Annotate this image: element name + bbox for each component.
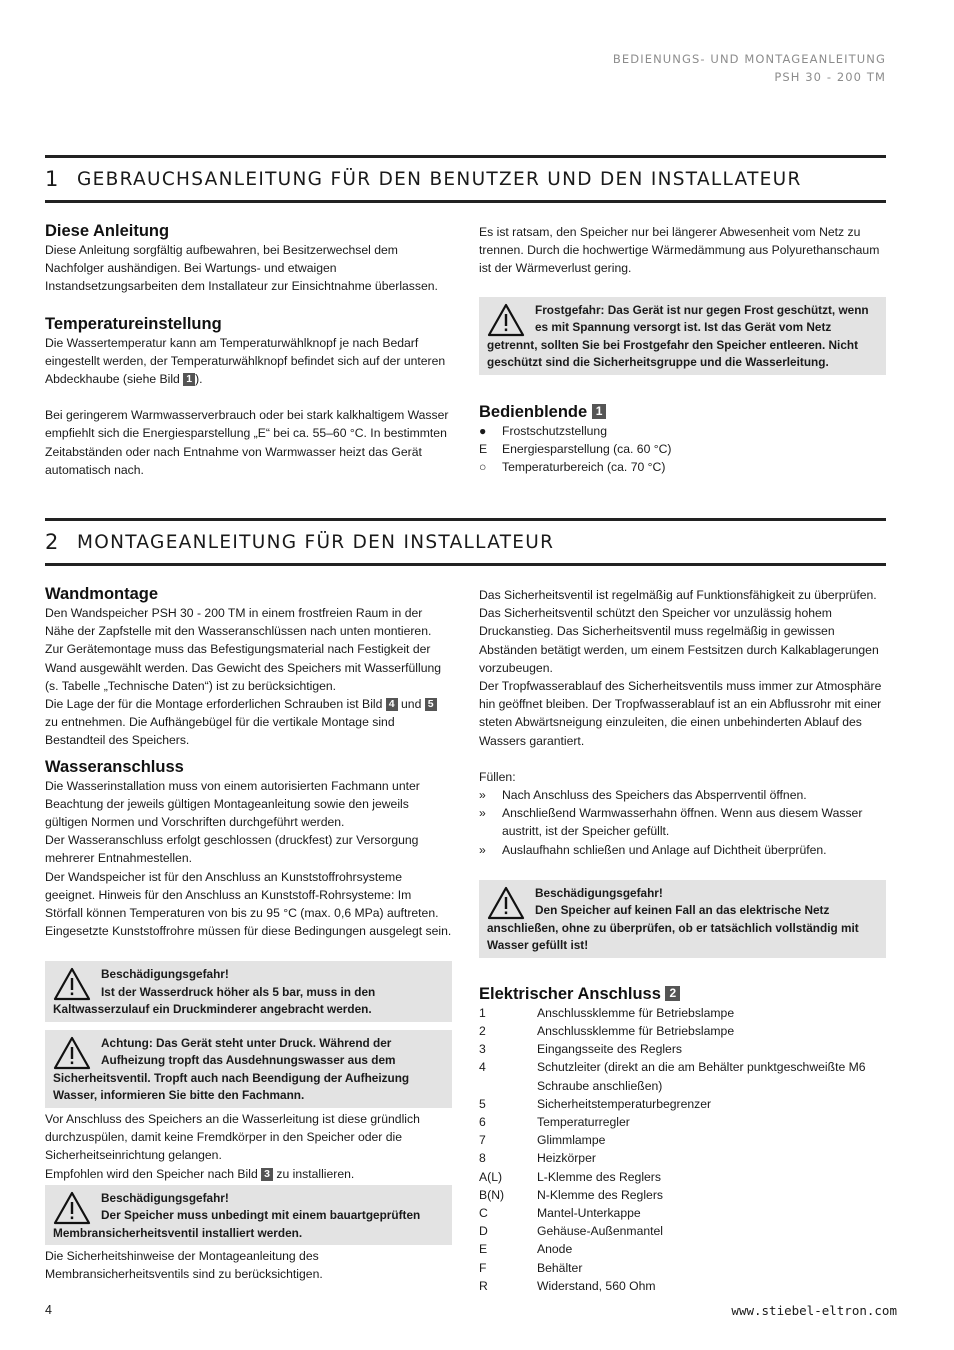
list-item	[479, 1131, 886, 1149]
list-item	[479, 458, 886, 476]
list-item-label: Schutzleiter (direkt an die am Behälter punktgeschweißte M6 Schraube anschließen)	[537, 1060, 866, 1093]
section-number: 2	[45, 530, 59, 554]
paragraph: Bei geringerem Warmwasserverbrauch oder bei stark kalkhaltigem Wasser empfiehlt sich die Energiesparstellung „E“ bei ca. 55–60 °C. In bestimmten Zeitabständen oder nach Entnahme von Warmwasser heizt das Gerät automatisch nach.	[45, 408, 449, 477]
text: Die Lage der für die Montage erforderlichen Schrauben ist Bild	[45, 697, 386, 712]
warning-triangle-icon	[53, 1191, 91, 1225]
section-2-right-column	[479, 586, 886, 1295]
list-item-marker: 4	[479, 1060, 486, 1075]
text: Die Wassertemperatur kann am Temperaturwählknopf je nach Bedarf eingestellt werden, der Temperaturwählknopf befindet sich auf der unteren Abdeckhaube (siehe Bild	[45, 335, 446, 387]
paragraph: Der Wasseranschluss erfolgt geschlossen (druckfest) zur Versorgung mehrerer Entnahmestellen.	[45, 833, 419, 866]
list-item-marker: ○	[479, 460, 487, 475]
list-item-marker: C	[479, 1206, 488, 1221]
list-item	[479, 1259, 886, 1277]
paragraph: Den Wandspeicher PSH 30 - 200 TM in einem frostfreien Raum in der Nähe der Zapfstelle mit den Wasseranschlüssen nach unten montieren. Zur Gerätemontage muss das Befestigungsmaterial nach Festigkeit der Wand ausgewählt werden. Das Gewicht des Speichers mit Wasserfüllung (s. Tabelle „Technische Daten“) ist zu berücksichtigen.	[45, 606, 442, 693]
list-item-label: Anschließend Warmwasserhahn öffnen. Wenn aus diesem Wasser austritt, ist der Speicher gefüllt.	[502, 806, 863, 839]
paragraph: Das Sicherheitsventil ist regelmäßig auf Funktionsfähigkeit zu überprüfen. Das Sicherheitsventil schützt den Speicher vor unzulässig hohem Druckanstieg. Das Sicherheitsventil muss regelmäßig in gewissen Abständen betätigt werden, um einem Festsitzen durch Kalkablagerungen vorzubeugen.	[479, 588, 879, 675]
section-1-heading	[45, 155, 886, 203]
list-item-label: Auslaufhahn schließen und Anlage auf Dichtheit überprüfen.	[502, 842, 827, 857]
paragraph: Es ist ratsam, den Speicher nur bei längerer Abwesenheit vom Netz zu trennen. Durch die hochwertige Wärmedämmung aus Polyurethanschaum ist der Wärmeverlust gering.	[479, 225, 880, 276]
list-item-label: Temperaturbereich (ca. 70 °C)	[502, 460, 666, 475]
figure-ref: 1	[592, 404, 607, 419]
warning-text: Frostgefahr: Das Gerät ist nur gegen Frost geschützt, wenn es mit Spannung versorgt ist. Ist das Gerät vom Netz getrennt, sollten Sie bei Frostgefahr den Speicher entleeren. Nicht geschützt sind die Sicherheitsgruppe und die Wasserleitung.	[487, 302, 869, 370]
list-item-marker: A(L)	[479, 1169, 503, 1184]
list-item-marker: 1	[479, 1005, 486, 1020]
warning-box	[479, 297, 886, 375]
paragraph	[45, 695, 452, 750]
warning-box	[479, 880, 886, 958]
list-item-label: Mantel-Unterkappe	[537, 1206, 641, 1221]
heading-wandmontage: Wandmontage	[45, 585, 159, 603]
list-item-marker: »	[479, 806, 486, 821]
text: Elektrischer Anschluss	[479, 984, 661, 1003]
list-item	[479, 841, 886, 859]
list-item	[479, 1058, 886, 1094]
list-item-label: Eingangsseite des Reglers	[537, 1042, 682, 1057]
list-item-label: Energiesparstellung (ca. 60 °C)	[502, 441, 672, 456]
text: und	[397, 697, 425, 712]
warning-triangle-icon	[487, 303, 525, 337]
elektrischer-anschluss-legend	[479, 1004, 886, 1295]
list-item	[479, 1186, 886, 1204]
list-item-marker: E	[479, 441, 488, 456]
section-2-heading	[45, 518, 886, 566]
text: ).	[195, 372, 203, 387]
warning-title: Beschädigungsgefahr!	[535, 885, 663, 900]
list-item	[479, 440, 886, 458]
heading-temperatureinstellung: Temperatureinstellung	[45, 314, 222, 333]
list-item	[479, 1113, 886, 1131]
list-item	[479, 422, 886, 440]
list-item-marker: 8	[479, 1151, 486, 1166]
figure-ref: 5	[425, 698, 437, 711]
list-item-marker: E	[479, 1242, 488, 1257]
list-item	[479, 1095, 886, 1113]
warning-box	[45, 1030, 452, 1108]
list-item-marker: 2	[479, 1024, 486, 1039]
list-item	[479, 1240, 886, 1258]
heading-bedienblende	[479, 402, 886, 422]
figure-ref: 2	[665, 986, 680, 1001]
section-title: GEBRAUCHSANLEITUNG FÜR DEN BENUTZER UND DEN INSTALLATEUR	[77, 168, 802, 190]
paragraph: Vor Anschluss des Speichers an die Wasserleitung ist diese gründlich durchzuspülen, damit keine Fremdkörper in den Speicher oder die Sicherheitseinrichtung gelangen.	[45, 1111, 420, 1163]
warning-triangle-icon	[53, 967, 91, 1001]
list-item-label: Glimmlampe	[537, 1133, 606, 1148]
header-title: BEDIENUNGS- UND MONTAGEANLEITUNG	[612, 52, 886, 66]
warning-triangle-icon	[487, 886, 525, 920]
list-item-marker: 7	[479, 1133, 486, 1148]
paragraph	[45, 334, 452, 389]
text: Empfohlen wird den Speicher nach Bild	[45, 1166, 262, 1181]
heading-diese-anleitung: Diese Anleitung	[45, 222, 170, 240]
list-item	[479, 1204, 886, 1222]
list-item	[479, 1040, 886, 1058]
document-header	[613, 50, 886, 86]
warning-text: Ist der Wasserdruck höher als 5 bar, muss in den Kaltwasserzulauf ein Druckminderer angebracht werden.	[53, 984, 376, 1017]
warning-box	[45, 1185, 452, 1246]
list-item-label: Nach Anschluss des Speichers das Absperrventil öffnen.	[502, 788, 807, 803]
list-item	[479, 1004, 886, 1022]
warning-title: Beschädigungsgefahr!	[101, 967, 229, 982]
list-item	[479, 1168, 886, 1186]
paragraph: Der Wandspeicher ist für den Anschluss an Kunststoffrohrsysteme geeignet. Hinweis für den Anschluss an Kunststoff-Rohrsysteme: Im Störfall können Temperaturen von bis zu 95 °C (max. 0,6 MPa) auftreten. Eingesetzte Kunststoffrohre müssen für diese Bedingungen ausgelegt sein.	[45, 869, 452, 939]
fuellen-list	[479, 786, 886, 859]
figure-ref: 4	[386, 698, 398, 711]
list-item	[479, 804, 886, 840]
list-item-marker: 6	[479, 1115, 486, 1130]
page-number: 4	[45, 1303, 52, 1317]
text: Bedienblende	[479, 402, 588, 421]
list-item-marker: 3	[479, 1042, 486, 1057]
list-item-marker: »	[479, 842, 486, 857]
section-1-right-column	[479, 223, 886, 476]
fuellen-label: Füllen:	[479, 769, 516, 784]
text: zu entnehmen. Die Aufhängebügel für die vertikale Montage sind Bestandteil des Speichers.	[45, 715, 395, 748]
figure-ref: 3	[261, 1168, 273, 1181]
list-item	[479, 1022, 886, 1040]
list-item	[479, 786, 886, 804]
list-item-label: Anschlussklemme für Betriebslampe	[537, 1024, 735, 1039]
paragraph: Die Wasserinstallation muss von einem autorisierten Fachmann unter Beachtung der jeweils gültigen Montageanleitung sowie den jeweils gültigen Normen und Vorschriften durchgeführt werden.	[45, 778, 420, 830]
warning-text: Der Speicher muss unbedingt mit einem bauartgeprüften Membransicherheitsventil installiert werden.	[53, 1208, 421, 1240]
heading-wasseranschluss: Wasseranschluss	[45, 757, 184, 776]
header-model: PSH 30 - 200 TM	[774, 70, 886, 84]
bedienblende-list	[479, 422, 886, 477]
list-item-label: Anschlussklemme für Betriebslampe	[537, 1005, 735, 1020]
list-item-marker: F	[479, 1260, 487, 1275]
list-item	[479, 1277, 886, 1295]
list-item	[479, 1149, 886, 1167]
list-item-marker: R	[479, 1278, 488, 1293]
paragraph: Die Sicherheitshinweise der Montageanleitung des Membransicherheitsventils sind zu berücksichtigen.	[45, 1249, 323, 1282]
footer-url: www.stiebel-eltron.com	[731, 1303, 897, 1318]
section-1-left-column	[45, 221, 452, 479]
list-item-marker: B(N)	[479, 1187, 505, 1202]
section-number: 1	[45, 167, 59, 191]
warning-triangle-icon	[53, 1036, 91, 1070]
list-item-label: Widerstand, 560 Ohm	[537, 1278, 656, 1293]
section-title: MONTAGEANLEITUNG FÜR DEN INSTALLATEUR	[77, 531, 555, 553]
list-item-label: Temperaturregler	[537, 1115, 630, 1130]
list-item-label: Behälter	[537, 1260, 583, 1275]
list-item-label: Gehäuse-Außenmantel	[537, 1224, 664, 1239]
list-item-label: Sicherheitstemperaturbegrenzer	[537, 1096, 712, 1111]
warning-title: Beschädigungsgefahr!	[101, 1190, 229, 1205]
heading-elektrischer-anschluss	[479, 984, 886, 1004]
list-item-label: N-Klemme des Reglers	[537, 1187, 663, 1202]
paragraph	[45, 1165, 452, 1183]
text: zu installieren.	[272, 1166, 355, 1181]
list-item-label: Heizkörper	[537, 1151, 596, 1166]
section-2-left-column	[45, 584, 452, 1284]
list-item-marker: »	[479, 788, 486, 803]
list-item-label: Anode	[537, 1242, 573, 1257]
list-item-marker: 5	[479, 1096, 486, 1111]
warning-text: Den Speicher auf keinen Fall an das elektrische Netz anschließen, ohne zu überprüfen, ob er tatsächlich vollständig mit Wasser gefüllt ist!	[487, 903, 859, 953]
paragraph: Der Tropfwasserablauf des Sicherheitsventils muss immer zur Atmosphäre hin geöffnet bleiben. Der Tropfwasserablauf ist an ein Abflussrohr mit einer steten Abwärtsneigung einzuleiten, die einen unbehinderten Ablauf des Wassers garantiert.	[479, 679, 882, 748]
figure-ref: 1	[183, 373, 195, 386]
list-item-label: L-Klemme des Reglers	[537, 1169, 661, 1184]
warning-text: Achtung: Das Gerät steht unter Druck. Während der Aufheizung tropft das Ausdehnungswasser aus dem Sicherheitsventil. Tropft auch nach Beendigung der Aufheizung Wasser, informieren Sie bitte den Fachmann.	[53, 1035, 410, 1103]
list-item-marker: D	[479, 1224, 488, 1239]
list-item	[479, 1222, 886, 1240]
warning-box	[45, 961, 452, 1022]
list-item-marker: ●	[479, 423, 487, 438]
list-item-label: Frostschutzstellung	[502, 423, 607, 438]
paragraph: Diese Anleitung sorgfältig aufbewahren, bei Besitzerwechsel dem Nachfolger aushändigen. Bei Wartungs- und etwaigen Instandsetzungsarbeiten dem Installateur zur Einsichtnahme überlassen.	[45, 243, 438, 294]
